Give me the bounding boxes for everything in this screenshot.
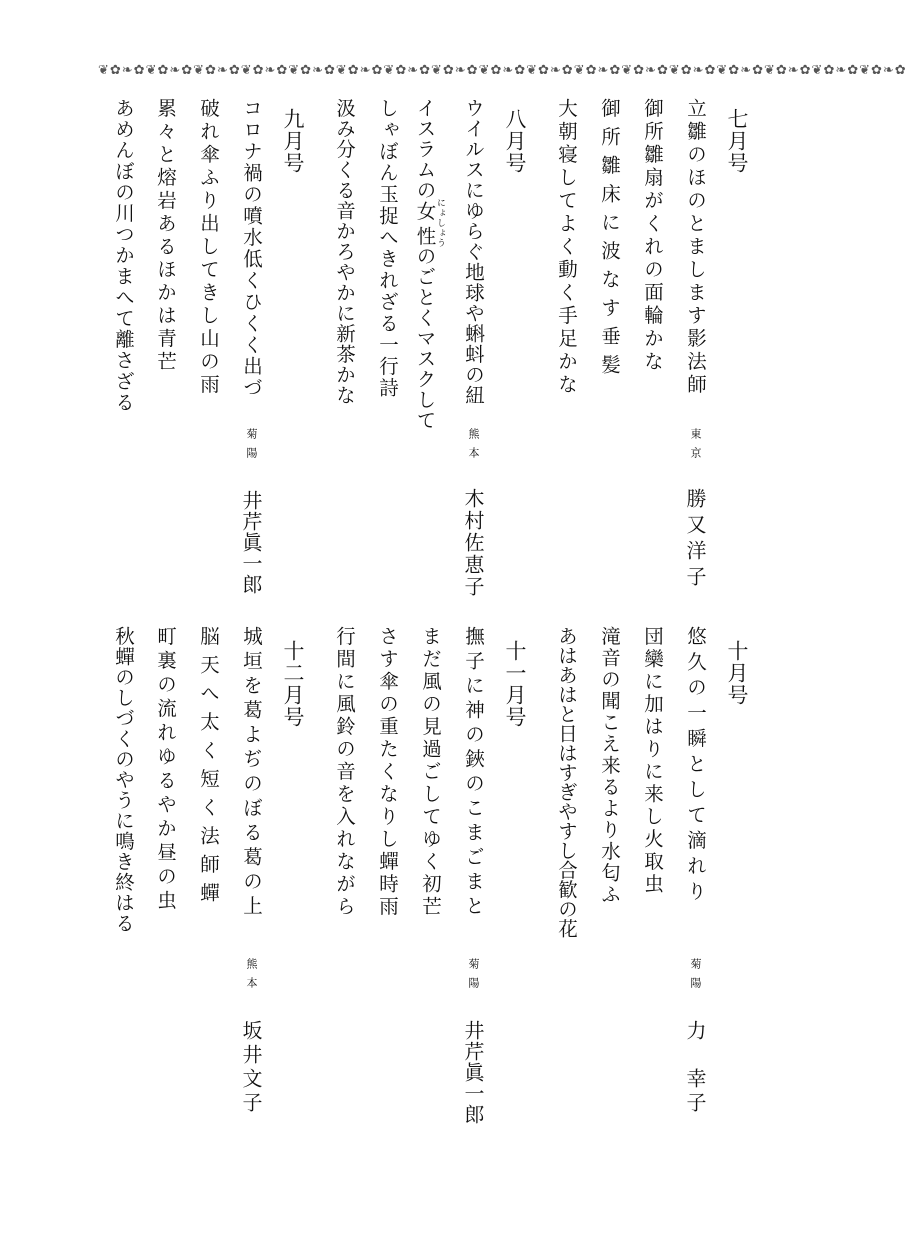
haiku-december-4: 秋蟬のしづくのやうに鳴き終はる — [112, 626, 135, 934]
location-september: 菊陽 — [245, 428, 258, 466]
haiku-july-1: 立雛のほのとまします影法師 — [684, 98, 707, 397]
author-july: 勝又洋子 — [683, 488, 707, 592]
haiku-november-4: 行間に風鈴の音を入れながら — [333, 626, 356, 919]
ruby-base: 女性 — [413, 198, 437, 249]
haiku-july-3: 御所雛床に波なす垂髪 — [598, 98, 621, 383]
location-november: 菊陽 — [467, 958, 480, 996]
haiku-august-4: 汲み分くる音かろやかに新茶かな — [333, 98, 356, 406]
haiku-september-1: コロナ禍の噴水低くひくく出づ — [240, 98, 263, 399]
haiku-september-3: 累々と熔岩あるほかは青芒 — [154, 98, 177, 374]
heading-september: 九月号 — [281, 108, 305, 174]
author-december: 坂井文子 — [239, 1020, 263, 1116]
location-october: 菊陽 — [689, 958, 702, 996]
author-september: 井芹眞一郎 — [239, 490, 263, 595]
heading-november: 十一月号 — [503, 640, 527, 728]
haiku-october-2: 団欒に加はりに来し火取虫 — [641, 626, 664, 896]
haiku-december-2: 脳天へ太く短く法師蟬 — [197, 626, 220, 911]
ornament-border: ❦✿❧✿❦✿❧✿❦✿❧✿❦✿❧✿❦✿❧✿❦✿❧✿❦✿❧✿❦✿❧✿❦✿❧✿❦✿❧✿❦✿❧✿❦✿❧✿❦✿❧✿❦✿❧✿❦✿❧✿❦✿❧✿❦✿❧✿ — [98, 63, 907, 78]
haiku-september-2: 破れ傘ふり出してきし山の雨 — [197, 98, 220, 397]
haiku-november-3: さす傘の重たくなりし蟬時雨 — [376, 626, 399, 919]
location-july: 東京 — [689, 428, 702, 466]
haiku-august-1: ウイルスにゆらぐ地球や蝌蚪の紐 — [462, 98, 485, 406]
ruby-nyosho — [413, 198, 445, 249]
heading-july: 七月号 — [725, 108, 749, 174]
haiku-october-3: 滝音の聞こえ来るより水匂ふ — [598, 626, 621, 906]
haiku-december-3: 町裏の流れゆるやか昼の虫 — [154, 626, 177, 914]
haiku-august-2-after: のごとくマスクして — [413, 246, 437, 431]
ruby-reading: にょしょう — [435, 198, 445, 249]
haiku-october-4: あはあはと日はすぎやすし合歓の花 — [555, 626, 578, 938]
haiku-august-2 — [415, 98, 445, 431]
haiku-november-1: 撫子に神の鋏のこまごまと — [462, 626, 485, 920]
haiku-july-2: 御所雛扇がくれの面輪かな — [641, 98, 664, 374]
author-november: 井芹眞一郎 — [461, 1020, 485, 1125]
author-october: 力 幸子 — [683, 1020, 707, 1116]
heading-august: 八月号 — [503, 108, 527, 174]
heading-december: 十二月号 — [281, 640, 305, 728]
author-august: 木村佐恵子 — [461, 488, 485, 598]
haiku-october-1: 悠久の一瞬として滴れり — [684, 626, 707, 907]
location-august: 熊本 — [467, 428, 480, 466]
haiku-august-3: しゃぼん玉捉へきれざる一行詩 — [376, 98, 399, 399]
haiku-july-4: 大朝寝してよく動く手足かな — [555, 98, 578, 397]
haiku-november-2: まだ風の見過ごしてゆく初芒 — [419, 626, 442, 919]
haiku-september-4: あめんぼの川つかまへて離さざる — [112, 98, 135, 413]
haiku-august-2-before: イスラムの — [413, 98, 437, 201]
heading-october: 十月号 — [725, 640, 749, 706]
haiku-december-1: 城垣を葛よぢのぼる葛の上 — [240, 626, 263, 920]
location-december: 熊本 — [245, 958, 258, 996]
